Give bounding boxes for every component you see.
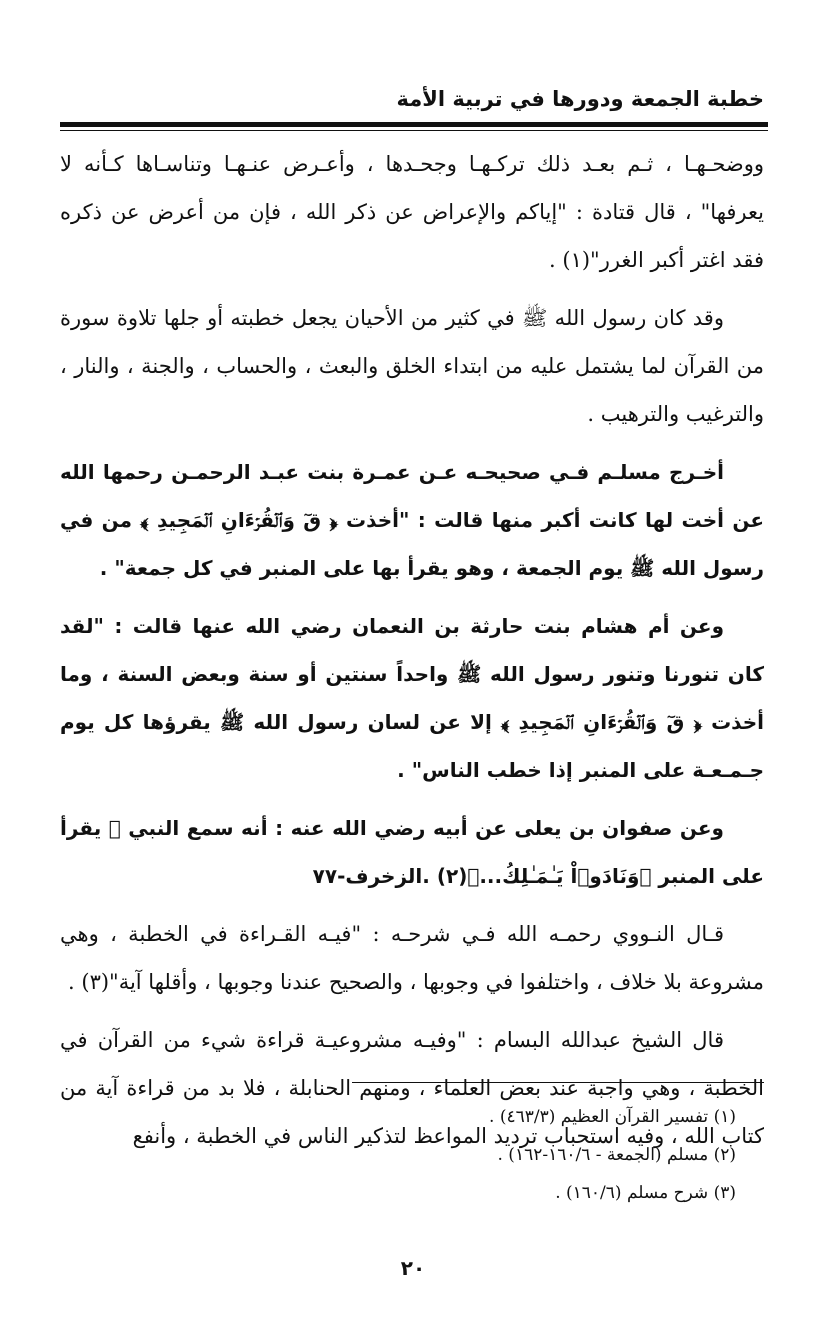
footnote-3: (٣) شرح مسلم (١٦٠/٦) . [555, 1183, 736, 1203]
paragraph-3: أخـرج مسلـم فـي صحيحـه عـن عمـرة بنت عبـد الرحمـن رحمها الله عن أخت لها كانت أكبر منها قالت : "أخذت ﴿ قٓ وَٱلۡقُرۡءَانِ ٱلۡمَجِيدِ ﴾ من في رسول الله ﷺ يوم الجمعة ، وهو يقرأ بها على المنبر في كل جمعة" . [60, 460, 764, 580]
page-number: ٢٠ [400, 1256, 426, 1280]
footnotes [60, 1098, 736, 1212]
paragraph-7: قال الشيخ عبدالله البسام : "وفيـه مشروعيـة قراءة شيء من القرآن في الخطبة ، وهي واجبة عند بعض العلماء ، ومنهم الحنابلة ، فلا بد من قراءة آية من كتاب الله ، وفيه استحباب ترديد المواعظ لتذكير الناس في الخطبة ، وأنفع [60, 1028, 764, 1148]
paragraph-1: ووضحـهـا ، ثـم بعـد ذلك تركـهـا وجحـدها ، وأعـرض عنـهـا وتناسـاها كـأنه لا يعرفها" ، قال قتادة : "إياكم والإعراض عن ذكر الله ، فإن من أعرض عن ذكره فقد اغتر أكبر الغرر"(١) . [60, 152, 764, 272]
paragraph-5: وعن صفوان بن يعلى عن أبيه رضي الله عنه : أنه سمع النبي ﷺ يقرأ على المنبر ﴿وَنَادَوۡاْ يَـٰمَـٰلِكُ...﴾(٢) .الزخرف-٧٧ [60, 816, 764, 888]
footnote-1: (١) تفسير القرآن العظيم (٤٦٣/٣) . [489, 1107, 736, 1127]
paragraph-6: قـال النـووي رحمـه الله فـي شرحـه : "فيـه القـراءة في الخطبة ، وهي مشروعة بلا خلاف ، واختلفوا في وجوبها ، والصحيح عندنا وجوبها ، وأقلها آية"(٣) . [60, 922, 764, 994]
footnote-separator [352, 1082, 764, 1083]
footnote-2: (٢) مسلم (الجمعة - ١٦٠/٦-١٦٢) . [497, 1145, 736, 1165]
running-header [60, 84, 764, 114]
paragraph-2: وقد كان رسول الله ﷺ في كثير من الأحيان يجعل خطبته أو جلها تلاوة سورة من القرآن لما يشتمل عليه من ابتداء الخلق والبعث ، والحساب ، والجنة ، والنار ، والترغيب والترهيب . [60, 306, 764, 426]
running-title: خطبة الجمعة ودورها في تربية الأمة [396, 87, 764, 111]
paragraph-4: وعن أم هشام بنت حارثة بن النعمان رضي الله عنها قالت : "لقد كان تنورنا وتنور رسول الله ﷺ واحداً سنتين أو سنة وبعض السنة ، وما أخذت ﴿ قٓ وَٱلۡقُرۡءَانِ ٱلۡمَجِيدِ ﴾ إلا عن لسان رسول الله ﷺ يقرؤها كل يوم جـمـعـة على المنبر إذا خطب الناس" . [60, 614, 764, 782]
main-text [60, 140, 764, 1170]
header-rule [60, 122, 768, 127]
